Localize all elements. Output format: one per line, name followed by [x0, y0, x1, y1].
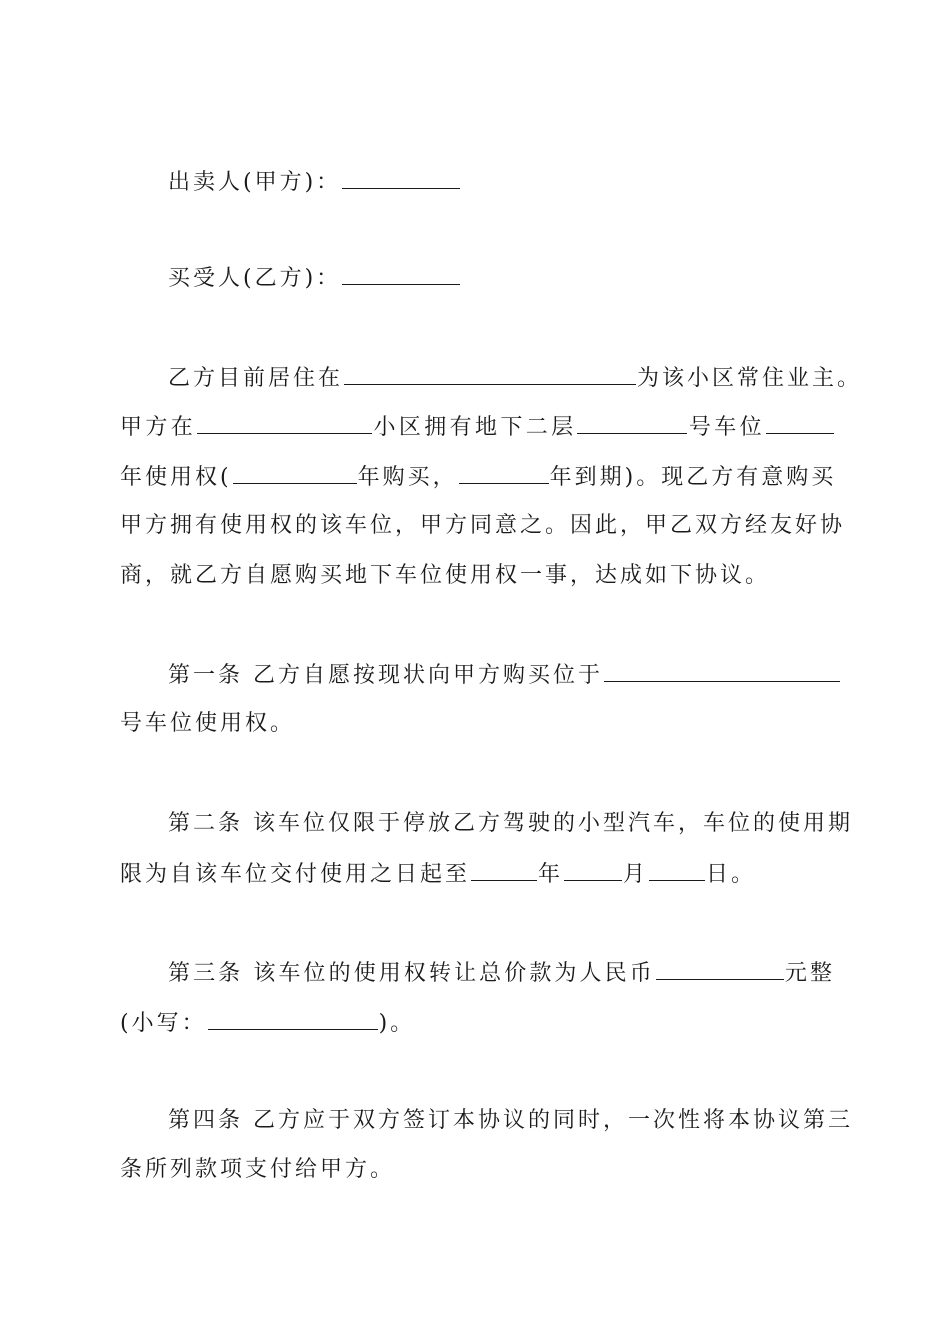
intro-text: 小区拥有地下二层 [373, 415, 577, 440]
buyer-line [168, 262, 835, 294]
article3-text: )。 [378, 1011, 416, 1036]
expiry-year-blank[interactable] [459, 461, 549, 484]
article2-text: 日。 [706, 862, 757, 887]
article3-line-2 [120, 1007, 835, 1039]
article4-line-1 [168, 1106, 853, 1136]
article1-line-2 [120, 709, 835, 739]
intro-line-5 [120, 561, 835, 591]
parking-location-blank[interactable] [604, 659, 840, 682]
intro-text: 号车位 [688, 415, 765, 440]
price-numeric-blank[interactable] [208, 1007, 378, 1030]
article2-line-2 [120, 858, 835, 890]
end-month-blank[interactable] [564, 858, 622, 881]
seller-label: 出卖人(甲方)： [168, 170, 342, 195]
intro-text: 年使用权( [120, 465, 232, 490]
article3-text: (小写： [120, 1011, 207, 1036]
price-capital-blank[interactable] [656, 957, 784, 980]
article2-line-1 [168, 809, 853, 839]
article2-text: 年 [538, 862, 564, 887]
buyer-label: 买受人(乙方)： [168, 266, 342, 291]
intro-line-1 [168, 362, 863, 394]
intro-text: 年到期)。现乙方有意购买 [549, 465, 837, 490]
article2-text: 限为自该车位交付使用之日起至 [120, 862, 471, 887]
article1-text: 号车位使用权。 [120, 711, 296, 736]
purchase-year-blank[interactable] [233, 461, 357, 484]
intro-text: 甲方拥有使用权的该车位，甲方同意之。因此，甲乙双方经友好协 [120, 513, 846, 538]
article3-text: 第三条 该车位的使用权转让总价款为人民币 [168, 961, 655, 986]
article1-text: 第一条 乙方自愿按现状向甲方购买位于 [168, 663, 603, 688]
article3-text: 元整 [784, 961, 835, 986]
intro-text: 甲方在 [120, 415, 197, 440]
article4-text: 第四条 乙方应于双方签订本协议的同时，一次性将本协议第三 [168, 1108, 853, 1133]
end-day-blank[interactable] [649, 858, 705, 881]
community-name-blank[interactable] [197, 411, 372, 434]
usage-years-blank[interactable] [766, 411, 834, 434]
buyer-name-blank[interactable] [342, 262, 460, 285]
article3-line-1 [168, 957, 835, 989]
article4-line-2 [120, 1155, 835, 1185]
article4-text: 条所列款项支付给甲方。 [120, 1157, 396, 1182]
intro-line-2 [120, 411, 835, 443]
article2-text: 月 [623, 862, 649, 887]
buyer-residence-blank[interactable] [344, 362, 636, 385]
intro-line-4 [120, 511, 846, 541]
intro-line-3 [120, 461, 835, 493]
article2-text: 第二条 该车位仅限于停放乙方驾驶的小型汽车，车位的使用期 [168, 811, 853, 836]
seller-line [168, 166, 835, 198]
article1-line-1 [168, 659, 835, 691]
intro-text: 为该小区常住业主。 [637, 366, 863, 391]
end-year-blank[interactable] [471, 858, 537, 881]
intro-text: 商，就乙方自愿购买地下车位使用权一事，达成如下协议。 [120, 563, 771, 588]
intro-text: 乙方目前居住在 [168, 366, 344, 391]
seller-name-blank[interactable] [342, 166, 460, 189]
intro-text: 年购买， [357, 465, 458, 490]
parking-number-blank[interactable] [577, 411, 687, 434]
